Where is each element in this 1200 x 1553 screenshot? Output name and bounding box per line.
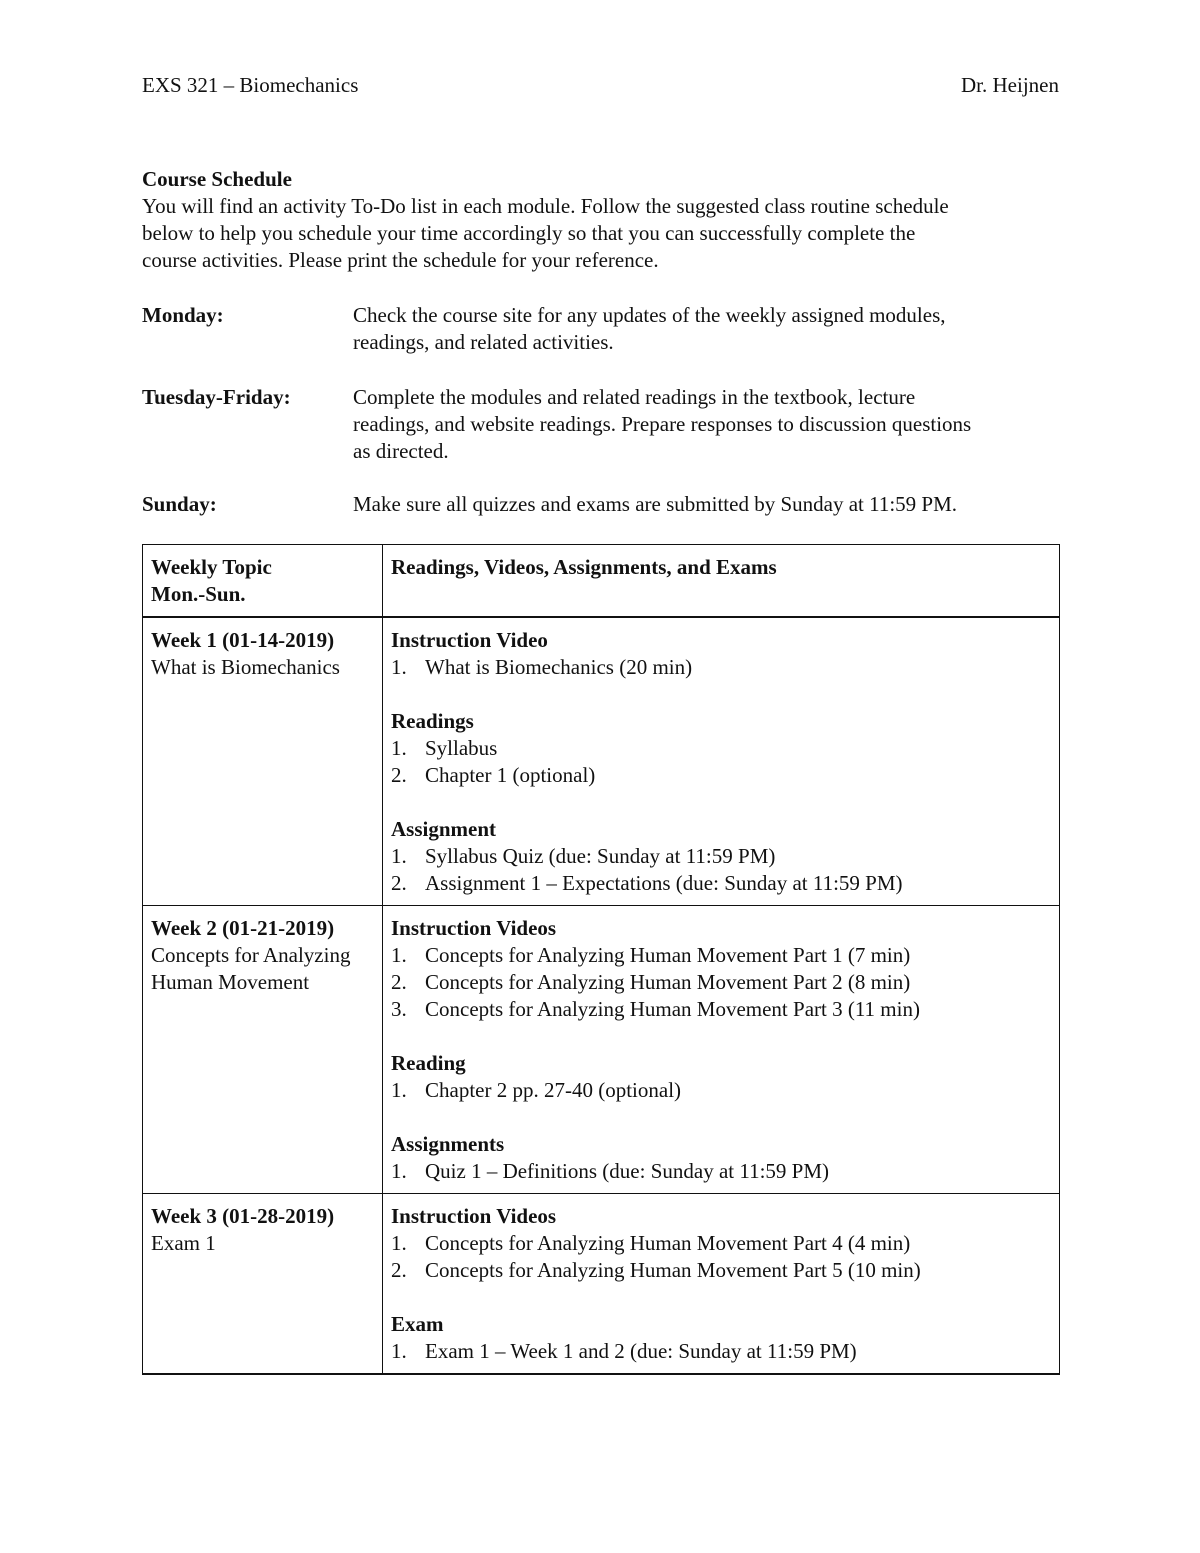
routine-line: Check the course site for any updates of the weekly assigned modules, — [353, 303, 946, 327]
list-number: 1. — [391, 844, 407, 868]
list-item — [391, 1257, 1052, 1284]
routine-line: readings, and related activities. — [353, 330, 614, 354]
section-title: Course Schedule — [142, 167, 292, 191]
header-activities — [383, 545, 1060, 618]
week-topic: Exam 1 — [151, 1231, 216, 1255]
group-heading: Reading — [391, 1051, 466, 1075]
group-heading: Readings — [391, 709, 474, 733]
routine-line: Complete the modules and related readings in the textbook, lecture — [353, 385, 916, 409]
list-item-text: What is Biomechanics (20 min) — [425, 655, 693, 679]
routine-description — [353, 384, 1058, 465]
list-number: 2. — [391, 763, 407, 787]
list-item-text: Chapter 2 pp. 27-40 (optional) — [425, 1078, 682, 1102]
activity-group — [391, 1311, 1052, 1365]
list-number: 2. — [391, 871, 407, 895]
header-label: Weekly Topic — [151, 555, 272, 579]
week-cell — [143, 617, 383, 906]
list-number: 2. — [391, 1258, 407, 1282]
list-item — [391, 996, 1052, 1023]
list-number: 1. — [391, 1159, 407, 1183]
list-number: 1. — [391, 1231, 407, 1255]
list-number: 2. — [391, 970, 407, 994]
activities-cell — [383, 1194, 1060, 1375]
activity-group — [391, 915, 1052, 1023]
group-heading: Exam — [391, 1312, 444, 1336]
week-cell — [143, 1194, 383, 1375]
week-label: Week 1 (01-14-2019) — [151, 628, 335, 652]
table-header-row — [143, 545, 1060, 618]
week-topic: What is Biomechanics — [151, 655, 340, 679]
list-item — [391, 843, 1052, 870]
week-label: Week 2 (01-21-2019) — [151, 916, 335, 940]
list-item-text: Syllabus Quiz (due: Sunday at 11:59 PM) — [425, 844, 776, 868]
activity-group — [391, 1131, 1052, 1185]
header-weekly-topic — [143, 545, 383, 618]
list-item-text: Assignment 1 – Expectations (due: Sunday at 11:59 PM) — [425, 871, 903, 895]
routine-day-label: Monday: — [142, 303, 224, 327]
list-item — [391, 735, 1052, 762]
list-item-text: Concepts for Analyzing Human Movement Part 4 (4 min) — [425, 1231, 911, 1255]
list-item — [391, 1230, 1052, 1257]
week-topic: Concepts for Analyzing — [151, 943, 351, 967]
week-cell — [143, 906, 383, 1194]
schedule-intro-section — [142, 166, 1062, 274]
routine-line: readings, and website readings. Prepare responses to discussion questions — [353, 412, 972, 436]
table-row — [143, 1194, 1060, 1375]
list-item-text: Chapter 1 (optional) — [425, 763, 596, 787]
list-item-text: Exam 1 – Week 1 and 2 (due: Sunday at 11:59 PM) — [425, 1339, 857, 1363]
list-number: 1. — [391, 943, 407, 967]
activity-group — [391, 627, 1052, 681]
intro-line: below to help you schedule your time accordingly so that you can successfully complete the — [142, 221, 916, 245]
routine-day-label: Tuesday-Friday: — [142, 385, 291, 409]
list-number: 3. — [391, 997, 407, 1021]
list-number: 1. — [391, 1339, 407, 1363]
group-heading: Assignments — [391, 1132, 505, 1156]
table-row — [143, 906, 1060, 1194]
routine-description — [353, 302, 1058, 356]
list-item — [391, 654, 1052, 681]
routine-description — [353, 491, 1058, 518]
list-number: 1. — [391, 655, 407, 679]
list-item-text: Syllabus — [425, 736, 498, 760]
routine-line: Make sure all quizzes and exams are submitted by Sunday at 11:59 PM. — [353, 492, 958, 516]
group-heading: Assignment — [391, 817, 497, 841]
list-item — [391, 870, 1052, 897]
week-label: Week 3 (01-28-2019) — [151, 1204, 335, 1228]
activities-cell — [383, 617, 1060, 906]
list-item — [391, 1158, 1052, 1185]
list-item — [391, 1077, 1052, 1104]
header-label: Readings, Videos, Assignments, and Exams — [391, 555, 777, 579]
activities-cell — [383, 906, 1060, 1194]
list-item-text: Concepts for Analyzing Human Movement Part 3 (11 min) — [425, 997, 920, 1021]
activity-group — [391, 1050, 1052, 1104]
week-topic: Human Movement — [151, 970, 310, 994]
list-number: 1. — [391, 736, 407, 760]
header-label: Mon.-Sun. — [151, 582, 246, 606]
list-item-text: Quiz 1 – Definitions (due: Sunday at 11:59 PM) — [425, 1159, 830, 1183]
list-item-text: Concepts for Analyzing Human Movement Part 2 (8 min) — [425, 970, 911, 994]
activity-group — [391, 1203, 1052, 1284]
list-item — [391, 1338, 1052, 1365]
group-heading: Instruction Videos — [391, 916, 557, 940]
table-row — [143, 617, 1060, 906]
course-header: EXS 321 – Biomechanics — [142, 73, 359, 97]
activity-group — [391, 708, 1052, 789]
routine-line: as directed. — [353, 439, 449, 463]
list-item-text: Concepts for Analyzing Human Movement Part 5 (10 min) — [425, 1258, 921, 1282]
list-item-text: Concepts for Analyzing Human Movement Part 1 (7 min) — [425, 943, 911, 967]
list-item — [391, 969, 1052, 996]
list-number: 1. — [391, 1078, 407, 1102]
intro-line: You will find an activity To-Do list in each module. Follow the suggested class routine schedule — [142, 194, 949, 218]
routine-day-label: Sunday: — [142, 492, 217, 516]
group-heading: Instruction Video — [391, 628, 548, 652]
list-item — [391, 762, 1052, 789]
group-heading: Instruction Videos — [391, 1204, 557, 1228]
intro-paragraph — [142, 193, 1062, 274]
activity-group — [391, 816, 1052, 897]
list-item — [391, 942, 1052, 969]
intro-line: course activities. Please print the schedule for your reference. — [142, 248, 659, 272]
schedule-table — [142, 544, 1060, 1375]
instructor-header: Dr. Heijnen — [961, 73, 1059, 97]
